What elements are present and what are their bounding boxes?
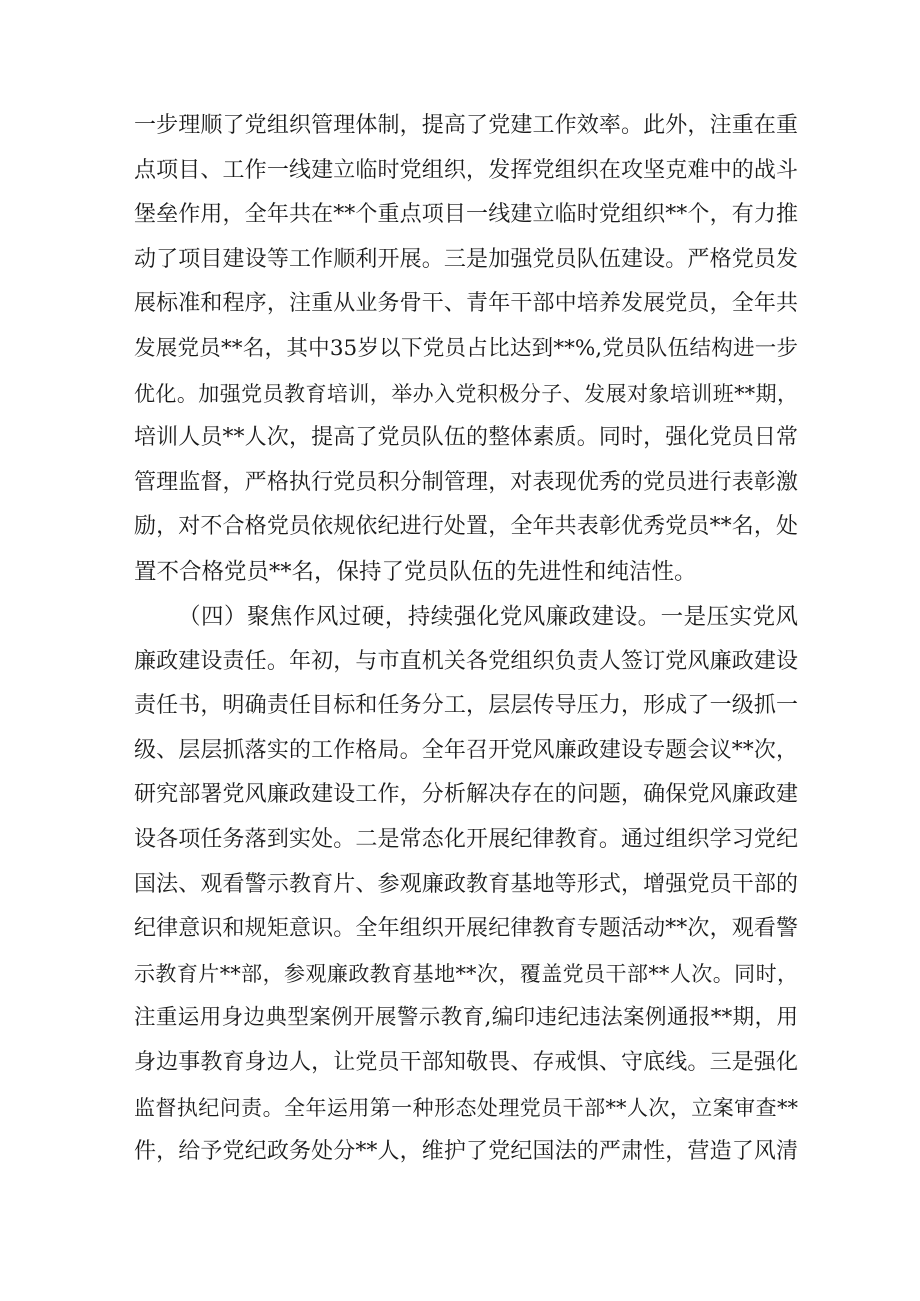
section-heading-line: （四）聚焦作风过硬，持续强化党风廉政建设。一是压实党风 [178,604,798,630]
text-line: 管理监督，严格执行党员积分制管理，对表现优秀的党员进行表彰激 [134,469,798,495]
text-line: 展标准和程序，注重从业务骨干、青年干部中培养发展党员，全年共 [134,291,798,317]
text-line: 监督执纪问责。全年运用第一种形态处理党员干部**人次，立案审查** [134,1095,798,1120]
text-line: 励，对不合格党员依规依纪进行处置，全年共表彰优秀党员**名，处 [134,514,798,540]
text-line: 点项目、工作一线建立临时党组织，发挥党组织在攻坚克难中的战斗 [134,157,798,183]
text-line: 研究部署党风廉政建设工作，分析解决存在的问题，确保党风廉政建 [134,782,798,808]
paragraph-integrity-building [134,595,798,1175]
text-line: 示教育片**部，参观廉政教育基地**次，覆盖党员干部**人次。同时， [134,961,798,986]
text-line: 责任书，明确责任目标和任务分工，层层传导压力，形成了一级抓一 [134,693,798,719]
text-line: 置不合格党员**名，保持了党员队伍的先进性和纯洁性。 [134,558,697,585]
text-line: 培训人员**人次，提高了党员队伍的整体素质。同时，强化党员日常 [134,425,798,451]
text-line: 注重运用身边典型案例开展警示教育,编印违纪违法案例通报**期，用 [134,1005,798,1031]
text-line: 一步理顺了党组织管理体制，提高了党建工作效率。此外，注重在重 [134,113,798,138]
text-line: 纪律意识和规矩意识。全年组织开展纪律教育专题活动**次，观看警 [134,916,798,942]
text-line: 廉政建设责任。年初，与市直机关各党组织负责人签订党风廉政建设 [134,648,798,674]
text-line: 级、层层抓落实的工作格局。全年召开党风廉政建设专题会议**次， [134,737,798,763]
text-line: 国法、观看警示教育片、参观廉政教育基地等形式，增强党员干部的 [134,871,798,897]
text-line: 优化。加强党员教育培训，举办入党积极分子、发展对象培训班**期， [134,381,798,406]
text-line: 动了项目建设等工作顺利开展。三是加强党员队伍建设。严格党员发 [134,246,798,272]
text-line: 设各项任务落到实处。二是常态化开展纪律教育。通过组织学习党纪 [134,826,798,852]
text-line: 件，给予党纪政务处分**人，维护了党纪国法的严肃性，营造了风清 [134,1139,798,1165]
paragraph-party-building [134,104,798,595]
text-line: 发展党员**名，其中35岁以下党员占比达到**%,党员队伍结构进一步 [134,335,798,361]
text-line: 堡垒作用，全年共在**个重点项目一线建立临时党组织**个，有力推 [134,202,798,228]
text-line: 身边事教育身边人，让党员干部知敬畏、存戒惧、守底线。三是强化 [134,1049,798,1075]
